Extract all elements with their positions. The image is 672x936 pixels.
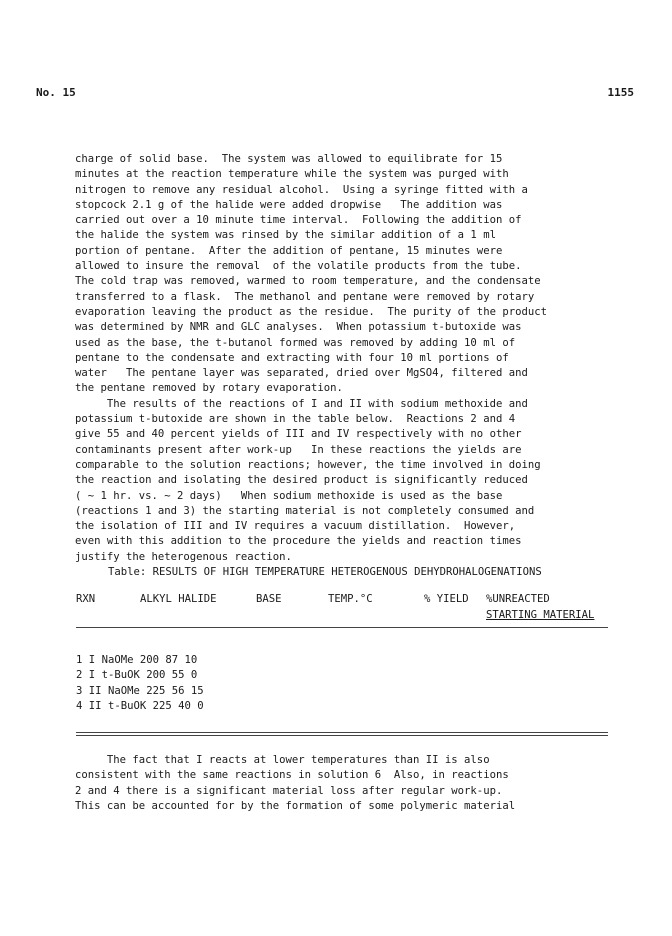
cell-unreacted: 0 <box>197 699 204 712</box>
text-line: (reactions 1 and 3) the starting material is not completely consumed and <box>75 504 535 517</box>
cell-rxn: 4 <box>76 699 83 712</box>
cell-base: t-BuOK <box>107 699 147 712</box>
text-line: ( ~ 1 hr. vs. ~ 2 days) When sodium methoxide is used as the base <box>75 489 503 502</box>
text-line: allowed to insure the removal of the volatile products from the tube. <box>75 260 522 273</box>
cell-temp: 200 <box>146 669 166 682</box>
text-line: water The pentane layer was separated, dried over MgSO4, filtered and <box>75 367 528 380</box>
cell-yield: 56 <box>171 684 185 697</box>
cell-temp: 200 <box>139 654 159 666</box>
text-line: This can be accounted for by the formation of some polymeric material <box>75 799 516 812</box>
text-line: used as the base, the t-butanol formed was removed by adding 10 ml of <box>75 336 516 349</box>
text-line: was determined by NMR and GLC analyses. When potassium t-butoxide was <box>75 321 522 334</box>
text-line: the pentane removed by rotary evaporation. <box>75 382 343 395</box>
table-row <box>76 653 608 668</box>
text-line: comparable to the solution reactions; however, the time involved in doing <box>75 458 541 471</box>
cell-unreacted: 0 <box>190 669 198 682</box>
page-number: 1155 <box>607 86 634 99</box>
results-table-header <box>76 591 608 623</box>
cell-yield: 87 <box>165 654 179 666</box>
cell-temp: 225 <box>152 699 172 712</box>
text-line: transferred to a flask. The methanol and pentane were removed by rotary <box>75 290 535 303</box>
table-header-row-2 <box>76 607 608 623</box>
text-line: The results of the reactions of I and II with sodium methoxide and <box>75 397 528 410</box>
column-header-temp: TEMP.°C <box>328 593 373 605</box>
journal-issue-number: No. 15 <box>36 86 76 99</box>
text-line: contaminants present after work-up In these reactions the yields are <box>75 443 522 456</box>
table-caption: Table: RESULTS OF HIGH TEMPERATURE HETEROGENOUS DEHYDROHALOGENATIONS <box>108 566 542 578</box>
text-line: The fact that I reacts at lower temperatures than II is also <box>75 754 490 766</box>
cell-base: NaOMe <box>107 684 140 697</box>
text-line: the reaction and isolating the desired product is significantly reduced <box>75 474 528 487</box>
text-line: The cold trap was removed, warmed to room temperature, and the condensate <box>75 275 541 288</box>
text-line: 2 and 4 there is a significant material loss after regular work-up. <box>75 784 503 797</box>
column-header-alkyl-halide: ALKYL HALIDE <box>140 593 217 605</box>
text-line: justify the heterogenous reaction. <box>75 550 292 563</box>
cell-rxn: 1 <box>76 654 83 666</box>
column-header-base: BASE <box>256 593 282 605</box>
text-line: portion of pentane. After the addition of pentane, 15 minutes were <box>75 244 503 257</box>
cell-unreacted: 10 <box>184 654 198 666</box>
table-header-row <box>76 591 608 607</box>
table-rule-bottom-double <box>76 735 608 736</box>
column-header-starting-material: STARTING MATERIAL <box>486 609 595 621</box>
cell-base: NaOMe <box>101 654 134 666</box>
text-line: give 55 and 40 percent yields of III and IV respectively with no other <box>75 428 522 441</box>
table-row <box>76 668 608 683</box>
column-header-rxn: RXN <box>76 593 96 605</box>
table-rule-top <box>76 627 608 628</box>
table-row <box>76 684 608 699</box>
cell-alkyl-halide: I <box>88 669 96 682</box>
text-line: charge of solid base. The system was allowed to equilibrate for 15 <box>75 153 503 165</box>
text-line: evaporation leaving the product as the residue. The purity of the product <box>75 305 547 318</box>
body-paragraph <box>75 152 635 565</box>
text-line: potassium t-butoxide are shown in the table below. Reactions 2 and 4 <box>75 413 516 426</box>
cell-yield: 55 <box>171 669 185 682</box>
body-paragraph-2 <box>75 753 635 814</box>
text-line: the isolation of III and IV requires a vacuum distillation. However, <box>75 520 516 533</box>
cell-temp: 225 <box>146 684 166 697</box>
text-line: stopcock 2.1 g of the halide were added dropwise The addition was <box>75 198 503 211</box>
text-line: minutes at the reaction temperature while the system was purged with <box>75 168 509 181</box>
text-line: pentane to the condensate and extracting with four 10 ml portions of <box>75 351 509 364</box>
text-line: even with this addition to the procedure the yields and reaction times <box>75 535 522 548</box>
column-header-yield: % YIELD <box>424 593 469 605</box>
results-table-body <box>76 653 608 714</box>
text-line: carried out over a 10 minute time interval. Following the addition of <box>75 214 522 227</box>
text-line: the halide the system was rinsed by the similar addition of a 1 ml <box>75 229 496 242</box>
text-line: nitrogen to remove any residual alcohol. Using a syringe fitted with a <box>75 183 528 196</box>
cell-yield: 40 <box>178 699 191 712</box>
cell-alkyl-halide: II <box>88 699 102 712</box>
cell-alkyl-halide: II <box>88 684 102 697</box>
table-rule-bottom <box>76 732 608 733</box>
cell-alkyl-halide: I <box>88 654 96 666</box>
cell-rxn: 3 <box>76 684 83 697</box>
cell-rxn: 2 <box>76 669 83 682</box>
cell-base: t-BuOK <box>101 669 140 682</box>
cell-unreacted: 15 <box>190 684 204 697</box>
text-line: consistent with the same reactions in solution 6 Also, in reactions <box>75 769 509 782</box>
column-header-unreacted: %UNREACTED <box>486 593 550 605</box>
table-row <box>76 699 608 714</box>
